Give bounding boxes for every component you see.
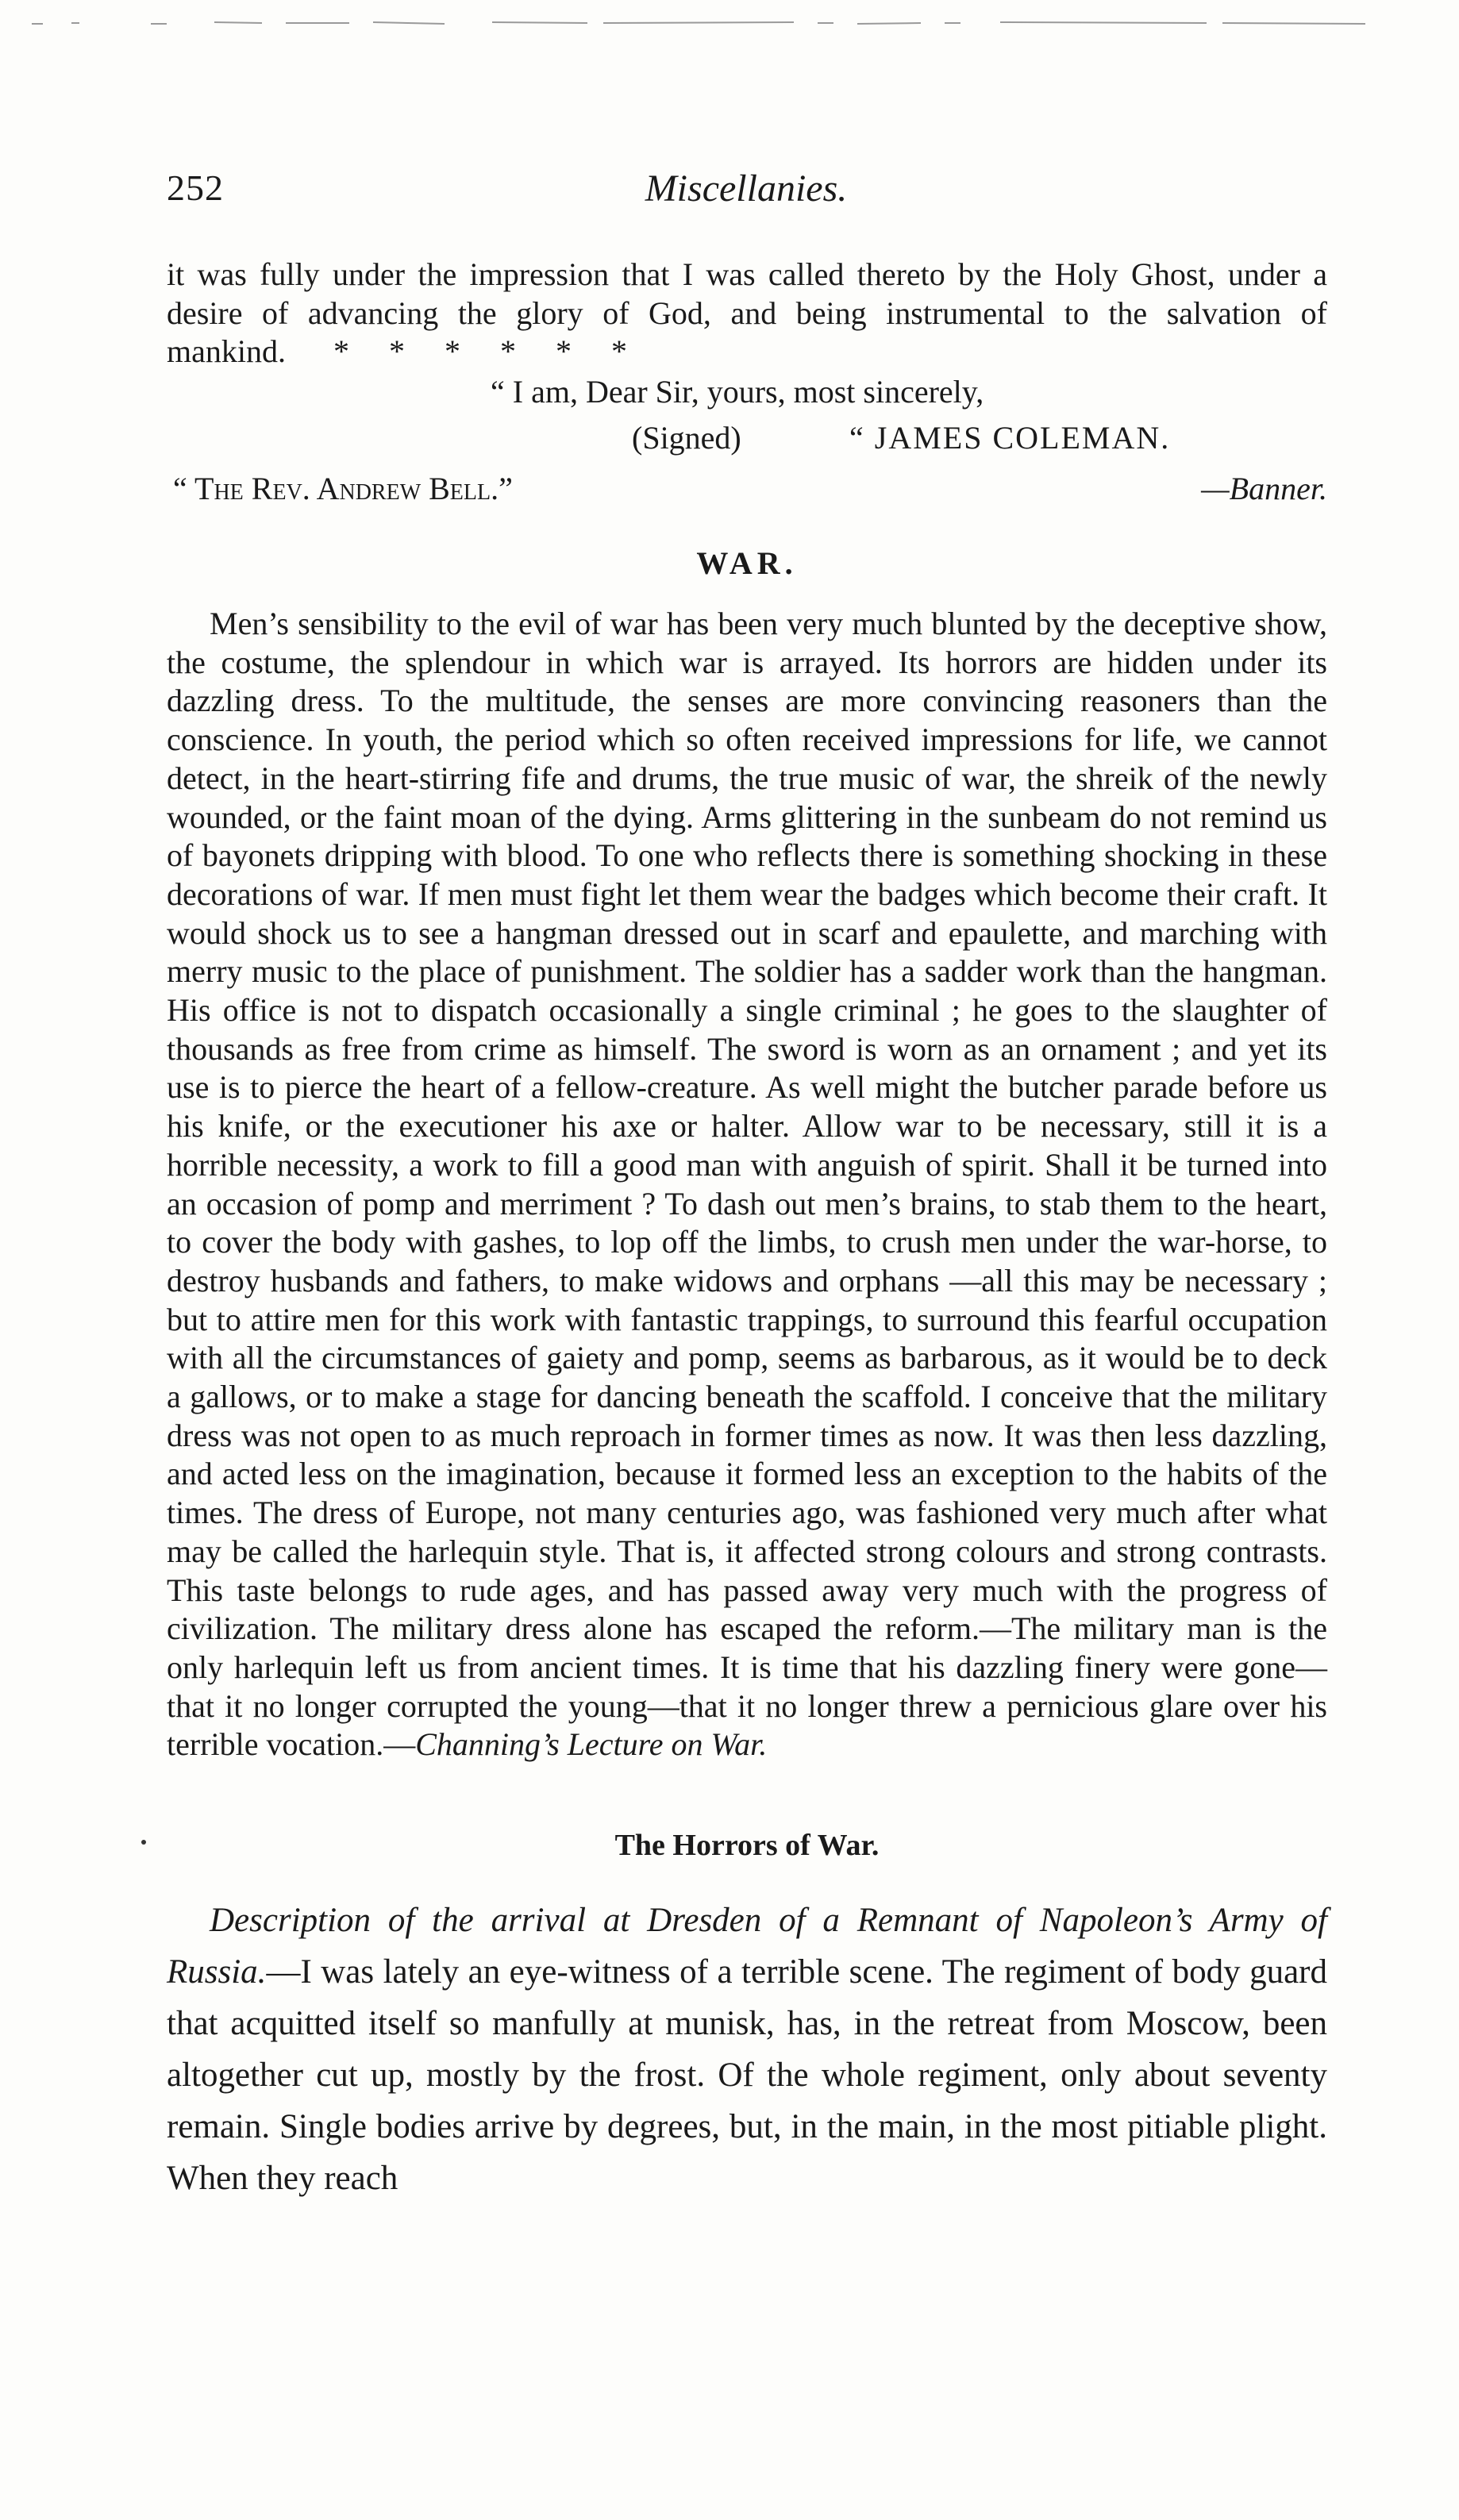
page-number: 252 [167,167,224,208]
signed-label: (Signed) [632,420,741,456]
letter-addressee: “ The Rev. Andrew Bell.” [173,471,513,506]
running-title: Miscellanies. [645,167,848,210]
letter-closing: “ I am, Dear Sir, yours, most sincerely, [491,374,984,410]
horrors-body: —I was lately an eye-witness of a terrible scene. The regiment of body guard that acquitted itself so manfully at munisk, has, in the retreat from Moscow, been altogether cut up, mostly by the frost. Of the whole regiment, only about seventy remain. Single bodies arrive by degrees, but, in the main, in the most pitiable plight. When they reach [167,1953,1327,2197]
section-title-horrors: The Horrors of War. [614,1829,880,1862]
letter-source: —Banner. [1201,471,1327,506]
section-title-war: WAR. [696,545,798,581]
signed-name: “ JAMES COLEMAN. [849,420,1171,456]
war-article [167,605,1327,1764]
scan-artifact-strip [32,11,1365,35]
letter-body: it was fully under the impression that I was called thereto by the Holy Ghost, under a desire of advancing the glory of God, and being instrumental to the salvation of mankind. [167,256,1327,370]
horrors-article [167,1895,1327,2204]
margin-dot [141,1840,146,1845]
war-body: Men’s sensibility to the evil of war has been very much blunted by the deceptive show, the costume, the splendour in which war is arrayed. Its horrors are hidden under its dazzling dress. To the multitude, the senses are more convincing reasoners than the conscience. In youth, the period which so often received impressions for life, we cannot detect, in the heart-stirring fife and drums, the true music of war, the shreik of the newly wounded, or the faint moan of the dying. Arms glittering in the sunbeam do not remind us of bayonets dripping with blood. To one who reflects there is something shocking in these decorations of war. If men must fight let them wear the badges which become their craft. It would shock us to see a hangman dressed out in scarf and epaulette, and marching with merry music to the place of punishment. The soldier has a sadder work than the hangman. His office is not to dispatch occasionally a single criminal ; he goes to the slaughter of thousands as free from crime as himself. The sword is worn as an ornament ; and yet its use is to pierce the heart of a fellow-creature. As well might the butcher parade before us his knife, or the executioner his axe or halter. Allow war to be necessary, still it is a horrible necessity, a work to fill a good man with anguish of spirit. Shall it be turned into an occasion of pomp and merriment ? To dash out men’s brains, to stab them to the heart, to cover the body with gashes, to lop off the limbs, to crush men under the war-horse, to destroy husbands and fathers, to make widows and orphans —all this may be necessary ; but to attire men for this work with fantastic trappings, to surround this fearful occupation with all the circumstances of gaiety and pomp, seems as barbarous, as it would be to deck a gallows, or to make a stage for dancing beneath the scaffold. I conceive that the military dress was not open to as much reproach in former times as now. It was then less dazzling, and acted less on the imagination, because it formed less an exception to the habits of the times. The dress of Europe, not many centuries ago, was fashioned very much after what may be called the harlequin style. That is, it affected strong colours and strong contrasts. This taste belongs to rude ages, and has passed away very much with the progress of civilization. The military dress alone has escaped the reform.—The military man is the only harlequin left us from ancient times. It is time that his dazzling finery were gone—that it no longer corrupted the young—that it no longer threw a pernicious glare over his terrible vocation.— [167,606,1327,1763]
ellipsis-asterisks: * * * * * * [333,333,627,370]
letter-continuation [167,256,1327,371]
war-citation: Channing’s Lecture on War. [415,1726,768,1763]
horrors-lead: Description of the arrival at Dresden of a Remnant of Napoleon’s Army of Russia. [167,1902,1327,1991]
page-header [167,167,1326,222]
